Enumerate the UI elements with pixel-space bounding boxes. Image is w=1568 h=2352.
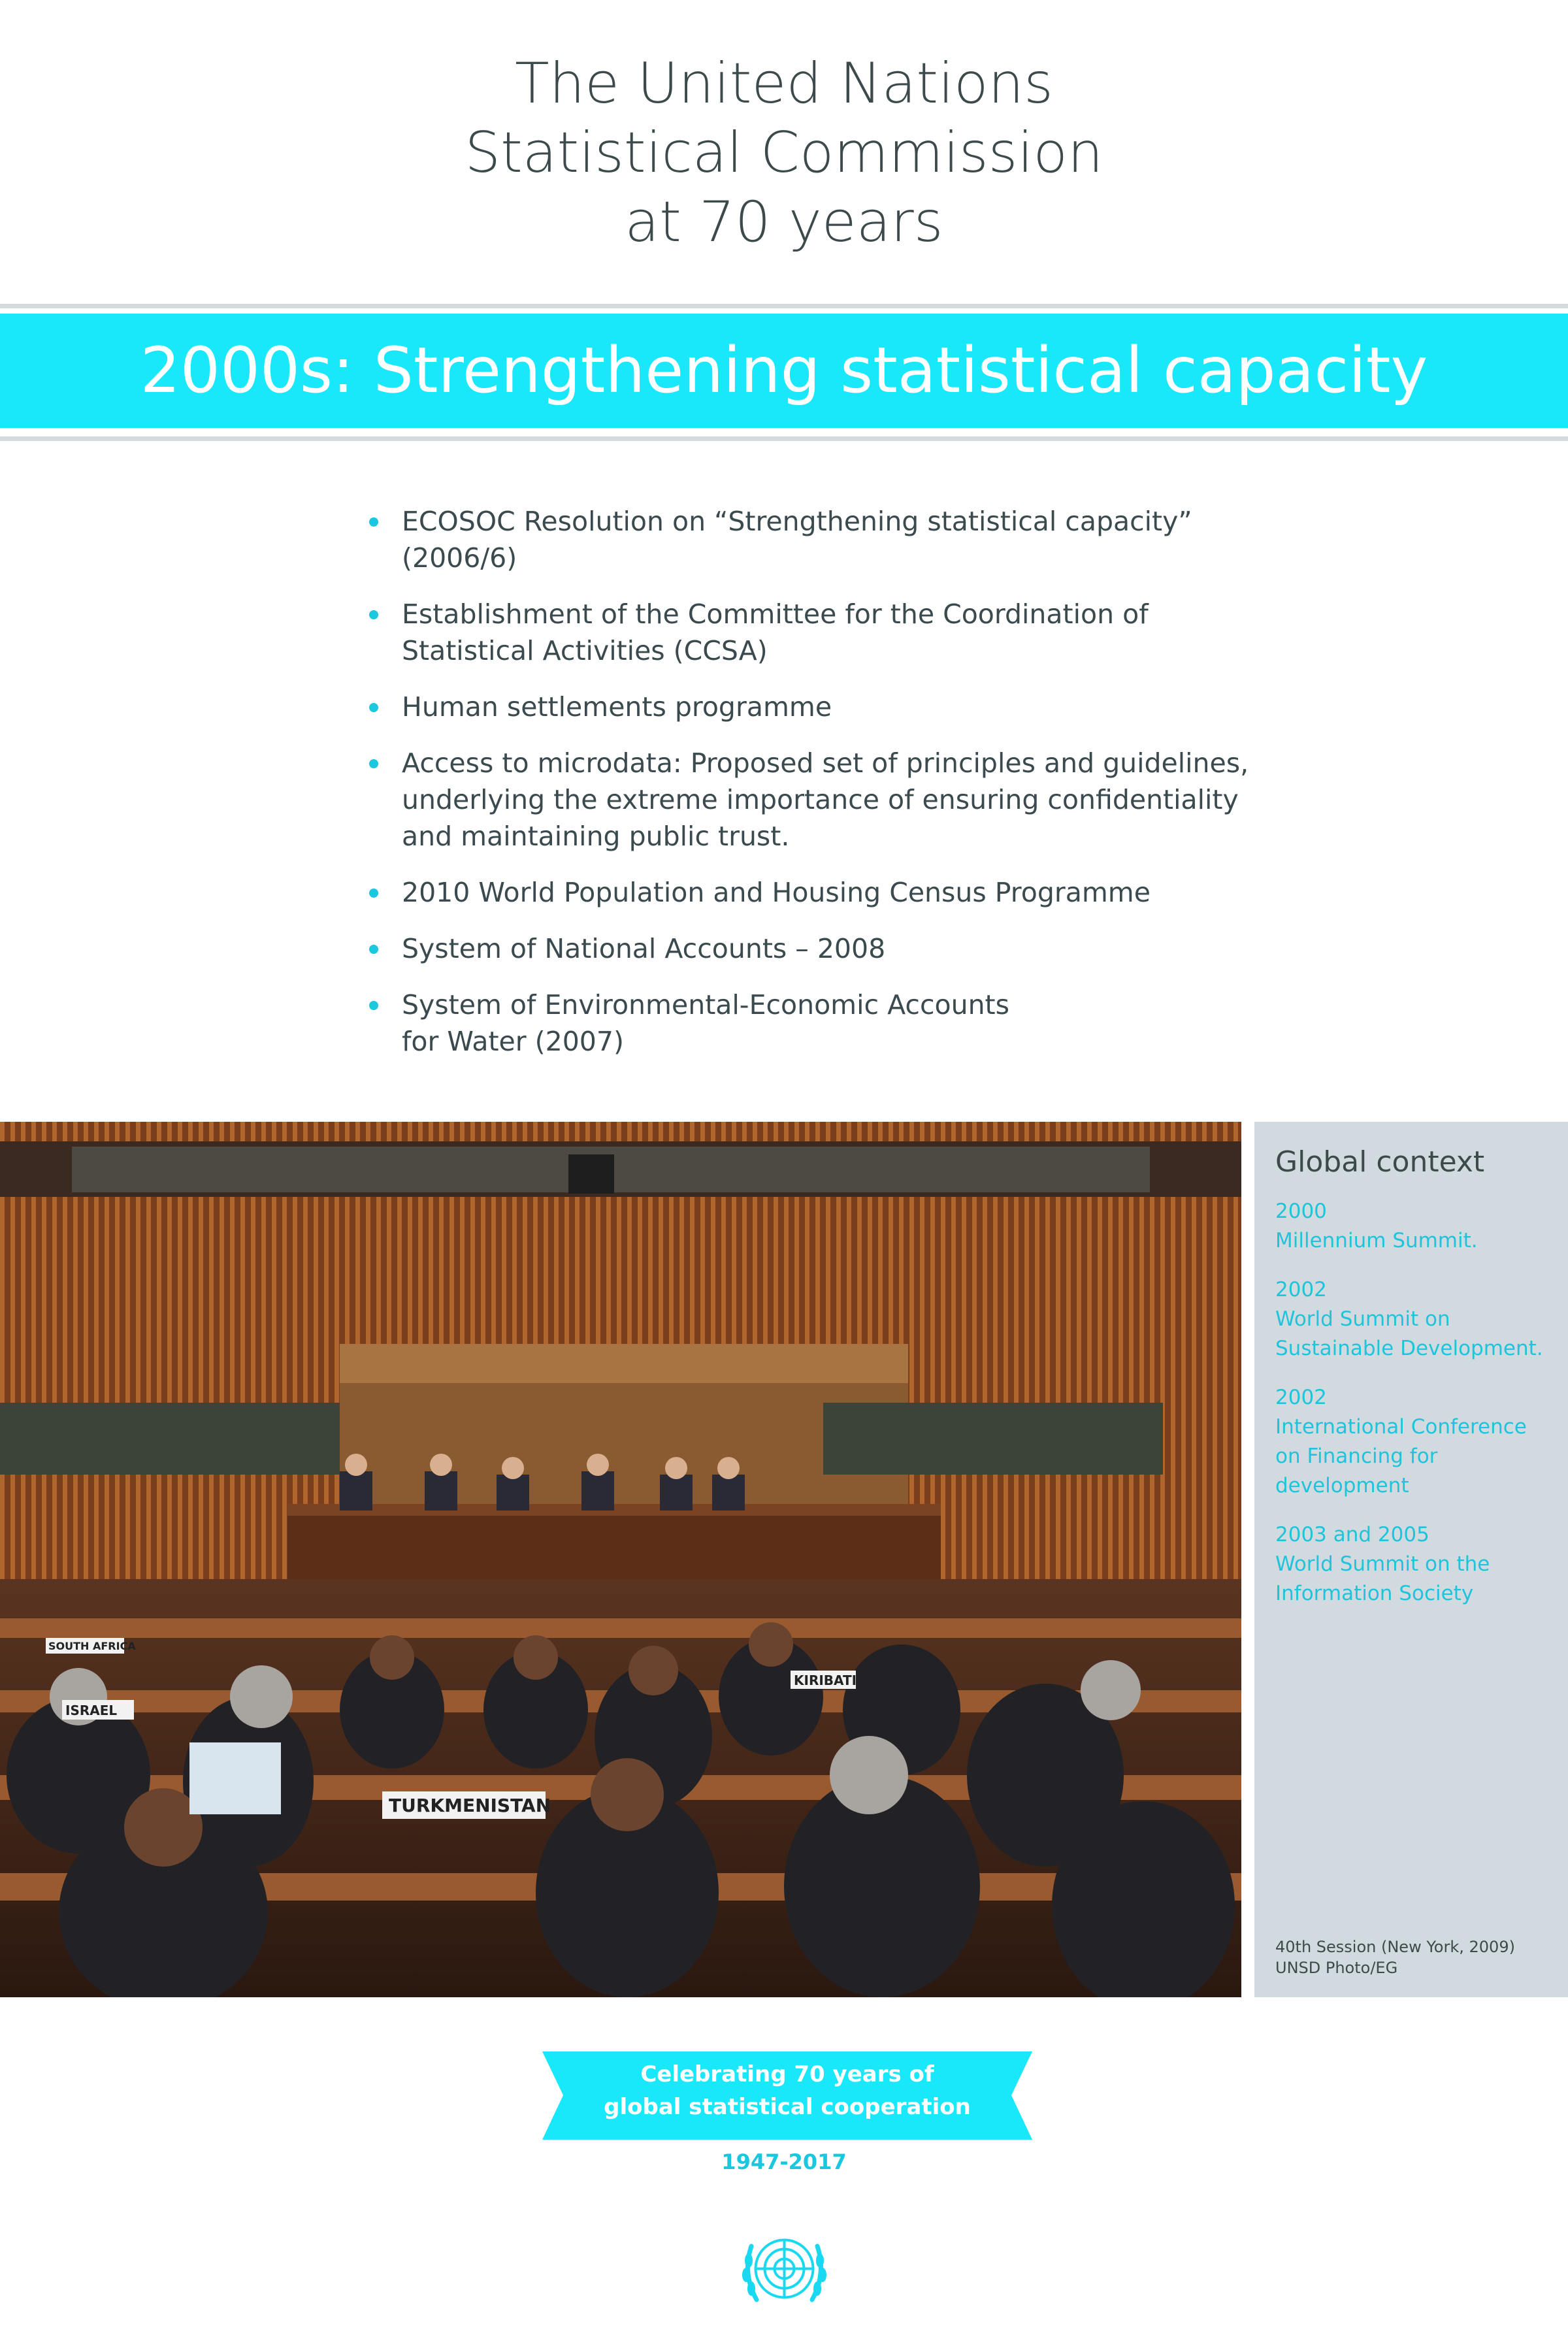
bullet-dot: [369, 703, 378, 712]
bullet-dot: [369, 945, 378, 954]
list-item-line: ECOSOC Resolution on “Strengthening statistical capacity”: [402, 506, 1192, 537]
list-item: [369, 596, 1284, 669]
context-year: 2002: [1275, 1278, 1327, 1301]
sign-text: ISRAEL: [65, 1703, 118, 1718]
bullet-dot: [369, 889, 378, 898]
context-line: World Summit on the: [1275, 1552, 1490, 1576]
context-line: on Financing for: [1275, 1445, 1438, 1468]
milestones-list: [369, 503, 1284, 1079]
context-item: [1275, 1275, 1563, 1364]
title-line: The United Nations: [515, 51, 1053, 116]
sign-text: KIRIBATI: [794, 1673, 857, 1688]
context-item: [1275, 1520, 1563, 1609]
list-item-line: for Water (2007): [402, 1026, 624, 1057]
global-context-panel: [1254, 1122, 1568, 1997]
bullet-dot: [369, 1001, 378, 1010]
context-line: World Summit on: [1275, 1307, 1450, 1331]
context-item: [1275, 1383, 1563, 1501]
list-item-line: Access to microdata: Proposed set of principles and guidelines,: [402, 747, 1249, 779]
list-item: [369, 987, 1284, 1060]
list-item-line: System of National Accounts – 2008: [402, 933, 886, 964]
context-line: Millennium Summit.: [1275, 1229, 1478, 1252]
context-line: Sustainable Development.: [1275, 1337, 1543, 1360]
context-year: 2003 and 2005: [1275, 1523, 1429, 1546]
list-item: [369, 930, 1284, 967]
conference-photo: [0, 1122, 1241, 1997]
photo-caption: [1275, 1936, 1515, 1978]
anniversary-years: 1947-2017: [721, 2149, 847, 2174]
un-emblem-icon: [737, 2221, 832, 2316]
context-item: [1275, 1197, 1563, 1256]
list-item-line: 2010 World Population and Housing Census Programme: [402, 877, 1151, 908]
context-line: Information Society: [1275, 1582, 1474, 1605]
caption-line: UNSD Photo/EG: [1275, 1959, 1398, 1977]
divider-top: [0, 304, 1568, 308]
list-item-line: Human settlements programme: [402, 691, 832, 723]
list-item: [369, 874, 1284, 911]
ribbon-text: [542, 2058, 1032, 2123]
ribbon-line: global statistical cooperation: [604, 2094, 971, 2120]
list-item-line: (2006/6): [402, 542, 517, 574]
list-item-line: underlying the extreme importance of ensuring confidentiality: [402, 784, 1239, 815]
list-item-line: Establishment of the Committee for the Coordination of: [402, 598, 1149, 630]
list-item: [369, 503, 1284, 576]
title-line: Statistical Commission: [465, 120, 1103, 186]
list-item-line: and maintaining public trust.: [402, 821, 790, 852]
section-title: 2000s: Strengthening statistical capacity: [140, 334, 1428, 407]
sign-text: TURKMENISTAN: [389, 1795, 551, 1816]
context-line: International Conference: [1275, 1415, 1527, 1439]
bullet-dot: [369, 517, 378, 527]
panel-title: Global context: [1275, 1145, 1485, 1179]
context-year: 2000: [1275, 1200, 1327, 1223]
divider-bottom: [0, 436, 1568, 441]
title-line: at 70 years: [625, 189, 943, 255]
conference-hall-illustration: [0, 1122, 1241, 1997]
bullet-dot: [369, 610, 378, 619]
caption-line: 40th Session (New York, 2009): [1275, 1938, 1515, 1956]
context-year: 2002: [1275, 1386, 1327, 1409]
section-band: [0, 314, 1568, 428]
list-item: [369, 689, 1284, 725]
page-title: [0, 49, 1568, 257]
context-line: development: [1275, 1474, 1409, 1497]
list-item-line: System of Environmental-Economic Accounts: [402, 989, 1009, 1021]
list-item-line: Statistical Activities (CCSA): [402, 635, 768, 666]
list-item: [369, 745, 1284, 855]
bullet-dot: [369, 759, 378, 768]
sign-text: SOUTH AFRICA: [48, 1640, 136, 1652]
ribbon-line: Celebrating 70 years of: [640, 2061, 934, 2087]
